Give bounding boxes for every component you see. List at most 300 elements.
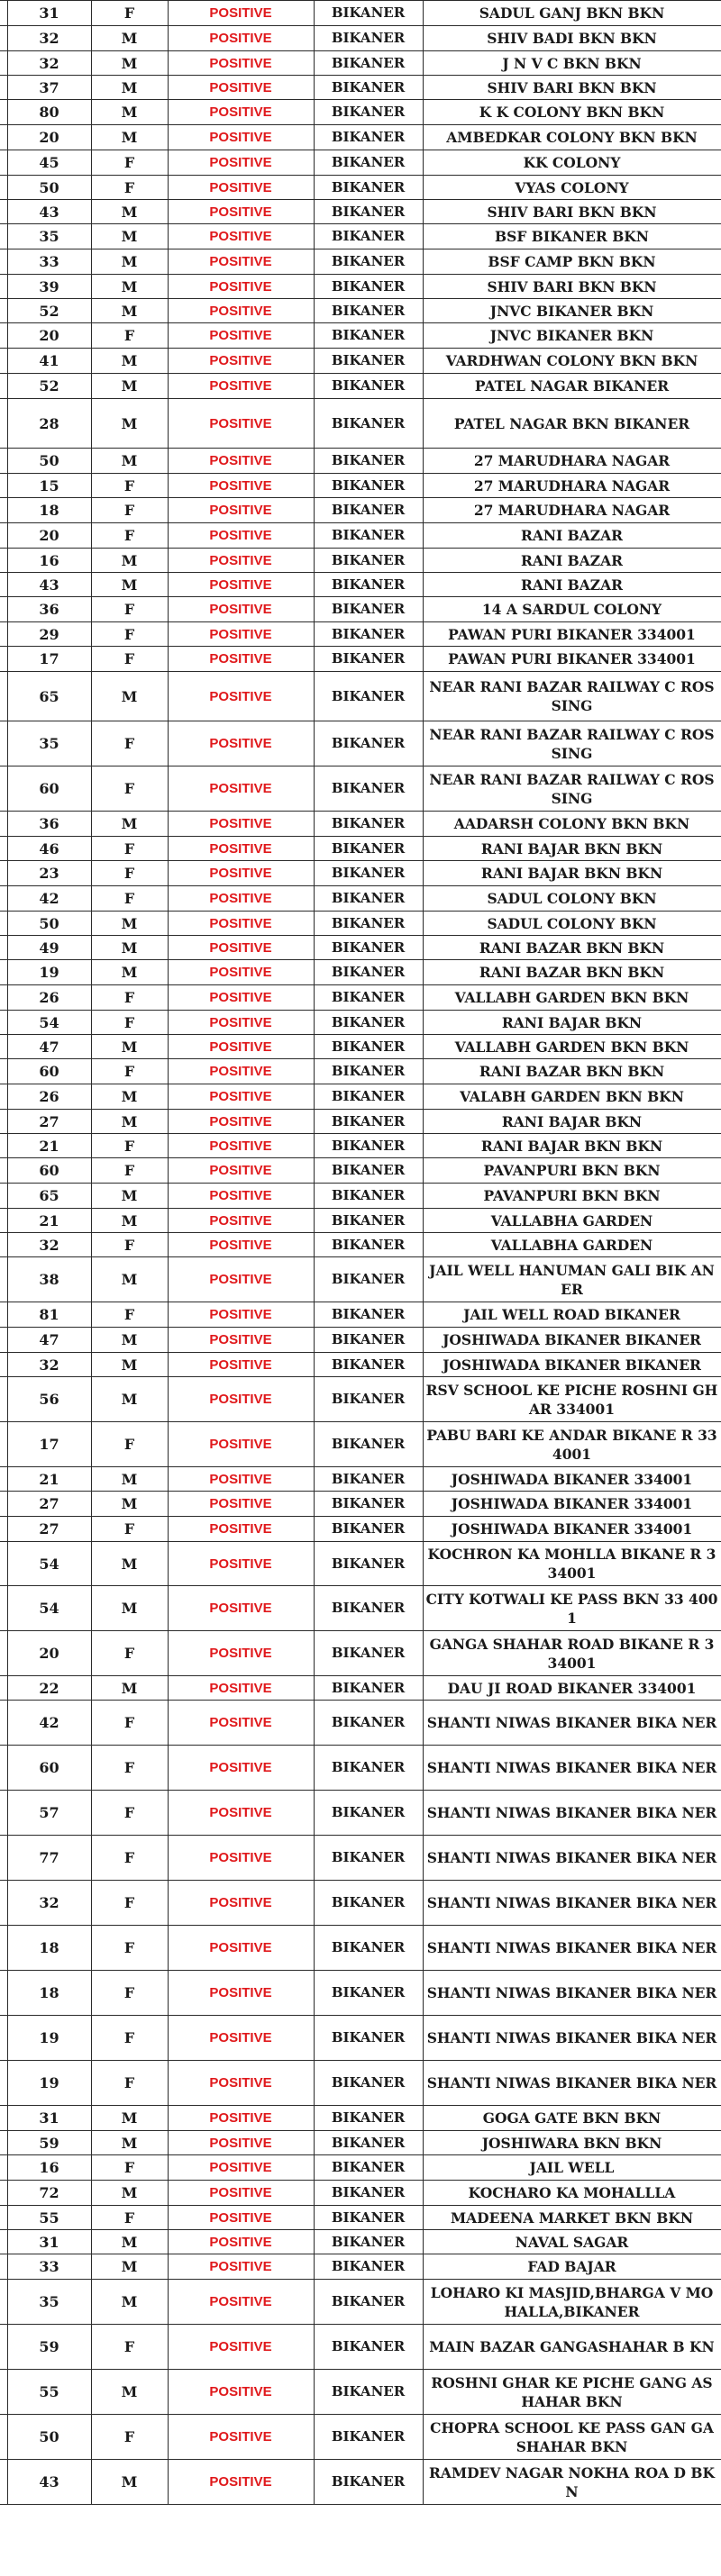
- result-cell: POSITIVE: [168, 672, 314, 721]
- address-cell: PAWAN PURI BIKANER 334001: [423, 622, 721, 647]
- table-row: [0, 349, 721, 374]
- row-edge-cell: [0, 1836, 7, 1881]
- row-edge-cell: [0, 2016, 7, 2061]
- result-cell: POSITIVE: [168, 399, 314, 449]
- sex-cell: F: [91, 1011, 168, 1035]
- district-cell: BIKANER: [314, 1422, 423, 1467]
- address-cell: PABU BARI KE ANDAR BIKANE R 334001: [423, 1422, 721, 1467]
- sex-cell: M: [91, 125, 168, 150]
- result-cell: POSITIVE: [168, 249, 314, 275]
- table-row: [0, 1542, 721, 1586]
- sex-cell: M: [91, 2181, 168, 2206]
- address-cell: VALLABHA GARDEN: [423, 1209, 721, 1233]
- sex-cell: F: [91, 1746, 168, 1791]
- sex-cell: M: [91, 299, 168, 323]
- sex-cell: M: [91, 1353, 168, 1377]
- district-cell: BIKANER: [314, 224, 423, 249]
- age-cell: 21: [7, 1209, 91, 1233]
- address-cell: JNVC BIKANER BKN: [423, 299, 721, 323]
- district-cell: BIKANER: [314, 573, 423, 597]
- table-row: [0, 1791, 721, 1836]
- district-cell: BIKANER: [314, 26, 423, 51]
- sex-cell: M: [91, 2106, 168, 2131]
- sex-cell: F: [91, 1302, 168, 1328]
- table-row: [0, 523, 721, 549]
- age-cell: 22: [7, 1676, 91, 1701]
- district-cell: BIKANER: [314, 1059, 423, 1084]
- sex-cell: M: [91, 374, 168, 399]
- district-cell: BIKANER: [314, 1257, 423, 1302]
- age-cell: 19: [7, 2061, 91, 2106]
- age-cell: 20: [7, 523, 91, 549]
- result-cell: POSITIVE: [168, 1676, 314, 1701]
- result-cell: POSITIVE: [168, 2370, 314, 2415]
- sex-cell: M: [91, 275, 168, 299]
- table-row: [0, 1302, 721, 1328]
- row-edge-cell: [0, 1257, 7, 1302]
- result-cell: POSITIVE: [168, 1542, 314, 1586]
- address-cell: RANI BAZAR: [423, 523, 721, 549]
- address-cell: JOSHIWADA BIKANER 334001: [423, 1492, 721, 1517]
- district-cell: BIKANER: [314, 1836, 423, 1881]
- sex-cell: F: [91, 2061, 168, 2106]
- address-cell: PATEL NAGAR BIKANER: [423, 374, 721, 399]
- row-edge-cell: [0, 275, 7, 299]
- sex-cell: F: [91, 1881, 168, 1926]
- result-cell: POSITIVE: [168, 449, 314, 474]
- sex-cell: M: [91, 224, 168, 249]
- address-cell: 27 MARUDHARA NAGAR: [423, 449, 721, 474]
- table-row: [0, 2280, 721, 2325]
- age-cell: 37: [7, 76, 91, 100]
- address-cell: RANI BAZAR BKN BKN: [423, 960, 721, 985]
- district-cell: BIKANER: [314, 1586, 423, 1631]
- row-edge-cell: [0, 1011, 7, 1035]
- result-cell: POSITIVE: [168, 523, 314, 549]
- age-cell: 31: [7, 1, 91, 26]
- result-cell: POSITIVE: [168, 1746, 314, 1791]
- row-edge-cell: [0, 2460, 7, 2505]
- result-cell: POSITIVE: [168, 886, 314, 912]
- row-edge-cell: [0, 2206, 7, 2230]
- age-cell: 45: [7, 150, 91, 176]
- result-cell: POSITIVE: [168, 1084, 314, 1110]
- table-row: [0, 886, 721, 912]
- table-row: [0, 1971, 721, 2016]
- table-row: [0, 150, 721, 176]
- address-cell: 14 A SARDUL COLONY: [423, 597, 721, 622]
- district-cell: BIKANER: [314, 2206, 423, 2230]
- result-cell: POSITIVE: [168, 200, 314, 224]
- sex-cell: F: [91, 1158, 168, 1184]
- address-cell: VALLABH GARDEN BKN BKN: [423, 985, 721, 1011]
- district-cell: BIKANER: [314, 861, 423, 886]
- age-cell: 33: [7, 249, 91, 275]
- row-edge-cell: [0, 2131, 7, 2155]
- district-cell: BIKANER: [314, 1517, 423, 1542]
- sex-cell: F: [91, 2016, 168, 2061]
- table-row: [0, 1328, 721, 1353]
- district-cell: BIKANER: [314, 936, 423, 960]
- district-cell: BIKANER: [314, 597, 423, 622]
- address-cell: SHANTI NIWAS BIKANER BIKA NER: [423, 1701, 721, 1746]
- district-cell: BIKANER: [314, 1492, 423, 1517]
- sex-cell: F: [91, 2155, 168, 2181]
- result-cell: POSITIVE: [168, 2106, 314, 2131]
- table-row: [0, 1881, 721, 1926]
- result-cell: POSITIVE: [168, 498, 314, 523]
- sex-cell: F: [91, 176, 168, 200]
- address-cell: JAIL WELL ROAD BIKANER: [423, 1302, 721, 1328]
- table-row: [0, 812, 721, 837]
- district-cell: BIKANER: [314, 812, 423, 837]
- age-cell: 60: [7, 1746, 91, 1791]
- district-cell: BIKANER: [314, 766, 423, 812]
- row-edge-cell: [0, 150, 7, 176]
- result-cell: POSITIVE: [168, 1184, 314, 1209]
- address-cell: MADEENA MARKET BKN BKN: [423, 2206, 721, 2230]
- row-edge-cell: [0, 936, 7, 960]
- row-edge-cell: [0, 1110, 7, 1134]
- row-edge-cell: [0, 1467, 7, 1492]
- row-edge-cell: [0, 1184, 7, 1209]
- table-row: [0, 936, 721, 960]
- age-cell: 32: [7, 1233, 91, 1257]
- age-cell: 20: [7, 125, 91, 150]
- district-cell: BIKANER: [314, 1328, 423, 1353]
- row-edge-cell: [0, 985, 7, 1011]
- table-row: [0, 100, 721, 125]
- table-row: [0, 76, 721, 100]
- address-cell: VALLABH GARDEN BKN BKN: [423, 1035, 721, 1059]
- address-cell: NAVAL SAGAR: [423, 2230, 721, 2254]
- sex-cell: M: [91, 76, 168, 100]
- result-cell: POSITIVE: [168, 936, 314, 960]
- result-cell: POSITIVE: [168, 176, 314, 200]
- result-cell: POSITIVE: [168, 837, 314, 861]
- sex-cell: F: [91, 1517, 168, 1542]
- result-cell: POSITIVE: [168, 1328, 314, 1353]
- result-cell: POSITIVE: [168, 2181, 314, 2206]
- address-cell: SHANTI NIWAS BIKANER BIKA NER: [423, 1881, 721, 1926]
- address-cell: SHANTI NIWAS BIKANER BIKA NER: [423, 1836, 721, 1881]
- row-edge-cell: [0, 721, 7, 766]
- table-row: [0, 125, 721, 150]
- table-row: [0, 1631, 721, 1676]
- sex-cell: M: [91, 100, 168, 125]
- district-cell: BIKANER: [314, 2061, 423, 2106]
- district-cell: BIKANER: [314, 2155, 423, 2181]
- row-edge-cell: [0, 1422, 7, 1467]
- row-edge-cell: [0, 1134, 7, 1158]
- district-cell: BIKANER: [314, 1676, 423, 1701]
- age-cell: 39: [7, 275, 91, 299]
- age-cell: 81: [7, 1302, 91, 1328]
- table-row: [0, 2181, 721, 2206]
- sex-cell: F: [91, 1836, 168, 1881]
- row-edge-cell: [0, 549, 7, 573]
- age-cell: 16: [7, 2155, 91, 2181]
- row-edge-cell: [0, 647, 7, 672]
- address-cell: SHANTI NIWAS BIKANER BIKA NER: [423, 1926, 721, 1971]
- result-cell: POSITIVE: [168, 299, 314, 323]
- age-cell: 18: [7, 498, 91, 523]
- address-cell: RAMDEV NAGAR NOKHA ROA D BKN: [423, 2460, 721, 2505]
- row-edge-cell: [0, 1353, 7, 1377]
- age-cell: 43: [7, 2460, 91, 2505]
- row-edge-cell: [0, 837, 7, 861]
- result-cell: POSITIVE: [168, 985, 314, 1011]
- age-cell: 20: [7, 323, 91, 349]
- address-cell: CITY KOTWALI KE PASS BKN 33 4001: [423, 1586, 721, 1631]
- table-row: [0, 474, 721, 498]
- result-cell: POSITIVE: [168, 125, 314, 150]
- district-cell: BIKANER: [314, 1134, 423, 1158]
- address-cell: SADUL COLONY BKN: [423, 886, 721, 912]
- address-cell: SHIV BARI BKN BKN: [423, 275, 721, 299]
- address-cell: SHANTI NIWAS BIKANER BIKA NER: [423, 1791, 721, 1836]
- row-edge-cell: [0, 2061, 7, 2106]
- sex-cell: M: [91, 936, 168, 960]
- age-cell: 49: [7, 936, 91, 960]
- table-row: [0, 766, 721, 812]
- district-cell: BIKANER: [314, 1926, 423, 1971]
- result-cell: POSITIVE: [168, 1586, 314, 1631]
- sex-cell: F: [91, 1233, 168, 1257]
- sex-cell: F: [91, 837, 168, 861]
- district-cell: BIKANER: [314, 2254, 423, 2280]
- district-cell: BIKANER: [314, 2016, 423, 2061]
- age-cell: 59: [7, 2325, 91, 2370]
- age-cell: 72: [7, 2181, 91, 2206]
- district-cell: BIKANER: [314, 2325, 423, 2370]
- district-cell: BIKANER: [314, 498, 423, 523]
- age-cell: 31: [7, 2230, 91, 2254]
- result-cell: POSITIVE: [168, 1631, 314, 1676]
- age-cell: 43: [7, 200, 91, 224]
- address-cell: MAIN BAZAR GANGASHAHAR B KN: [423, 2325, 721, 2370]
- sex-cell: M: [91, 51, 168, 76]
- age-cell: 54: [7, 1542, 91, 1586]
- row-edge-cell: [0, 1084, 7, 1110]
- sex-cell: M: [91, 2280, 168, 2325]
- age-cell: 18: [7, 1971, 91, 2016]
- table-row: [0, 647, 721, 672]
- address-cell: JAIL WELL: [423, 2155, 721, 2181]
- result-cell: POSITIVE: [168, 1233, 314, 1257]
- district-cell: BIKANER: [314, 150, 423, 176]
- age-cell: 55: [7, 2206, 91, 2230]
- district-cell: BIKANER: [314, 76, 423, 100]
- table-row: [0, 498, 721, 523]
- row-edge-cell: [0, 299, 7, 323]
- table-row: [0, 449, 721, 474]
- table-row: [0, 1353, 721, 1377]
- row-edge-cell: [0, 1881, 7, 1926]
- table-row: [0, 985, 721, 1011]
- age-cell: 28: [7, 399, 91, 449]
- address-cell: VARDHWAN COLONY BKN BKN: [423, 349, 721, 374]
- table-row: [0, 861, 721, 886]
- district-cell: BIKANER: [314, 449, 423, 474]
- row-edge-cell: [0, 2370, 7, 2415]
- row-edge-cell: [0, 1059, 7, 1084]
- table-row: [0, 1233, 721, 1257]
- result-cell: POSITIVE: [168, 1302, 314, 1328]
- result-cell: POSITIVE: [168, 812, 314, 837]
- row-edge-cell: [0, 1209, 7, 1233]
- table-row: [0, 224, 721, 249]
- result-cell: POSITIVE: [168, 1158, 314, 1184]
- table-row: [0, 1257, 721, 1302]
- sex-cell: M: [91, 2370, 168, 2415]
- district-cell: BIKANER: [314, 249, 423, 275]
- result-cell: POSITIVE: [168, 224, 314, 249]
- table-row: [0, 1676, 721, 1701]
- address-cell: JOSHIWARA BKN BKN: [423, 2131, 721, 2155]
- table-row: [0, 2254, 721, 2280]
- sex-cell: F: [91, 498, 168, 523]
- sex-cell: M: [91, 812, 168, 837]
- table-row: [0, 1377, 721, 1422]
- district-cell: BIKANER: [314, 672, 423, 721]
- sex-cell: F: [91, 1, 168, 26]
- result-cell: POSITIVE: [168, 1926, 314, 1971]
- address-cell: SHANTI NIWAS BIKANER BIKA NER: [423, 2016, 721, 2061]
- age-cell: 27: [7, 1517, 91, 1542]
- result-cell: POSITIVE: [168, 1209, 314, 1233]
- age-cell: 50: [7, 449, 91, 474]
- address-cell: SHIV BARI BKN BKN: [423, 76, 721, 100]
- row-edge-cell: [0, 374, 7, 399]
- table-row: [0, 374, 721, 399]
- age-cell: 17: [7, 1422, 91, 1467]
- row-edge-cell: [0, 2106, 7, 2131]
- row-edge-cell: [0, 249, 7, 275]
- sex-cell: F: [91, 886, 168, 912]
- sex-cell: M: [91, 1492, 168, 1517]
- age-cell: 35: [7, 2280, 91, 2325]
- age-cell: 15: [7, 474, 91, 498]
- district-cell: BIKANER: [314, 51, 423, 76]
- address-cell: KOCHARO KA MOHALLLA: [423, 2181, 721, 2206]
- result-cell: POSITIVE: [168, 1377, 314, 1422]
- age-cell: 17: [7, 647, 91, 672]
- result-cell: POSITIVE: [168, 1011, 314, 1035]
- table-row: [0, 26, 721, 51]
- sex-cell: M: [91, 1110, 168, 1134]
- sex-cell: F: [91, 1926, 168, 1971]
- age-cell: 38: [7, 1257, 91, 1302]
- district-cell: BIKANER: [314, 323, 423, 349]
- table-row: [0, 2415, 721, 2460]
- address-cell: RANI BAJAR BKN: [423, 1110, 721, 1134]
- address-cell: SADUL GANJ BKN BKN: [423, 1, 721, 26]
- sex-cell: F: [91, 1701, 168, 1746]
- row-edge-cell: [0, 1746, 7, 1791]
- row-edge-cell: [0, 323, 7, 349]
- sex-cell: F: [91, 766, 168, 812]
- row-edge-cell: [0, 766, 7, 812]
- result-cell: POSITIVE: [168, 912, 314, 936]
- age-cell: 47: [7, 1328, 91, 1353]
- result-cell: POSITIVE: [168, 960, 314, 985]
- row-edge-cell: [0, 2325, 7, 2370]
- table-row: [0, 2106, 721, 2131]
- row-edge-cell: [0, 1377, 7, 1422]
- row-edge-cell: [0, 1971, 7, 2016]
- table-row: [0, 1467, 721, 1492]
- address-cell: BSF BIKANER BKN: [423, 224, 721, 249]
- sex-cell: F: [91, 1134, 168, 1158]
- row-edge-cell: [0, 1791, 7, 1836]
- sex-cell: F: [91, 622, 168, 647]
- row-edge-cell: [0, 523, 7, 549]
- district-cell: BIKANER: [314, 622, 423, 647]
- age-cell: 65: [7, 672, 91, 721]
- result-cell: POSITIVE: [168, 549, 314, 573]
- district-cell: BIKANER: [314, 1110, 423, 1134]
- sex-cell: F: [91, 2206, 168, 2230]
- district-cell: BIKANER: [314, 1377, 423, 1422]
- sex-cell: M: [91, 1257, 168, 1302]
- sex-cell: M: [91, 549, 168, 573]
- address-cell: BSF CAMP BKN BKN: [423, 249, 721, 275]
- address-cell: JAIL WELL HANUMAN GALI BIK ANER: [423, 1257, 721, 1302]
- result-cell: POSITIVE: [168, 1971, 314, 2016]
- row-edge-cell: [0, 100, 7, 125]
- age-cell: 60: [7, 766, 91, 812]
- district-cell: BIKANER: [314, 912, 423, 936]
- district-cell: BIKANER: [314, 2181, 423, 2206]
- table-row: [0, 323, 721, 349]
- result-cell: POSITIVE: [168, 1257, 314, 1302]
- district-cell: BIKANER: [314, 125, 423, 150]
- district-cell: BIKANER: [314, 549, 423, 573]
- sex-cell: M: [91, 1542, 168, 1586]
- sex-cell: M: [91, 2131, 168, 2155]
- row-edge-cell: [0, 26, 7, 51]
- row-edge-cell: [0, 1676, 7, 1701]
- age-cell: 52: [7, 299, 91, 323]
- age-cell: 29: [7, 622, 91, 647]
- row-edge-cell: [0, 2254, 7, 2280]
- result-cell: POSITIVE: [168, 26, 314, 51]
- district-cell: BIKANER: [314, 1, 423, 26]
- age-cell: 60: [7, 1059, 91, 1084]
- table-row: [0, 622, 721, 647]
- address-cell: CHOPRA SCHOOL KE PASS GAN GASHAHAR BKN: [423, 2415, 721, 2460]
- result-cell: POSITIVE: [168, 1110, 314, 1134]
- age-cell: 32: [7, 26, 91, 51]
- district-cell: BIKANER: [314, 2415, 423, 2460]
- result-cell: POSITIVE: [168, 2254, 314, 2280]
- result-cell: POSITIVE: [168, 374, 314, 399]
- sex-cell: M: [91, 1184, 168, 1209]
- result-cell: POSITIVE: [168, 597, 314, 622]
- age-cell: 50: [7, 2415, 91, 2460]
- district-cell: BIKANER: [314, 275, 423, 299]
- row-edge-cell: [0, 597, 7, 622]
- district-cell: BIKANER: [314, 200, 423, 224]
- table-row: [0, 960, 721, 985]
- row-edge-cell: [0, 1233, 7, 1257]
- age-cell: 55: [7, 2370, 91, 2415]
- district-cell: BIKANER: [314, 176, 423, 200]
- address-cell: VALABH GARDEN BKN BKN: [423, 1084, 721, 1110]
- result-cell: POSITIVE: [168, 1701, 314, 1746]
- district-cell: BIKANER: [314, 1791, 423, 1836]
